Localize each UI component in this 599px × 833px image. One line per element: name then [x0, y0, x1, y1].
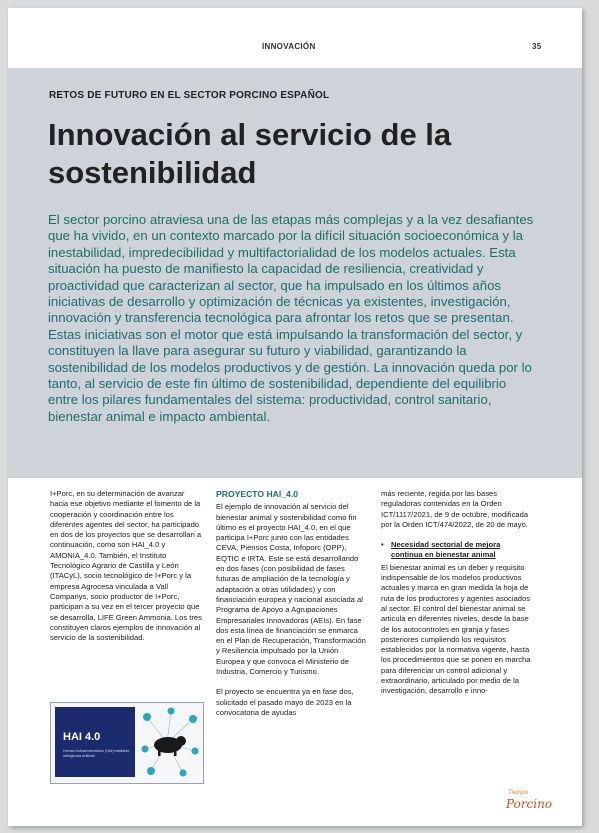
hai-figure-panel: [55, 707, 135, 777]
pig-network-illustration: [137, 705, 201, 779]
tiempo-porcino-logo: [504, 790, 554, 816]
article-title: Innovación al servicio de la sostenibilidad: [48, 117, 452, 190]
column-3: [381, 489, 534, 707]
hai-figure: [50, 702, 204, 784]
hai-figure-title: HAI 4.0: [63, 731, 101, 743]
bullet-subhead: • Necesidad sectorial de mejora continua en bienestar animal: [381, 540, 534, 561]
page-number: 35: [532, 42, 542, 51]
logo-top-text: Tiempo: [508, 790, 528, 796]
column-3-paragraph-2: El bienestar animal es un deber y requisito indispensable de los modelos productivos actuales y marca en gran medida la hoja de ruta de los productores y agentes asociados al sector. El control del bienestar animal se articula en diferentes niveles, desde la base de los autocontroles en granja y fases posteriores cumpliendo los requisitos establecidos por la normativa vigente, hasta los procedimientos que se ponen en marcha para diferenciar un control adicional y extraordinario, articulado por medio de la investigación, desarrollo e inno-: [381, 562, 531, 696]
logo-main-text: Porcino: [506, 797, 553, 811]
section-header: INNOVACIÓN: [262, 42, 316, 51]
column-2-paragraph-1: El ejemplo de innovación al servicio del bienestar animal y sostenibilidad como fin último es el proyecto HAI_4.0, en el que participa I+Porc junto con las entidades CEVA, Piensos Costa, Infoporc (OPP), EQTIC e IRTA. Este se está desarrollando en dos fases (con posibilidad de fases futuras de ampliación de la tecnología y adaptación a otras utilidades) y con financiación europea y nacional asociada al Programa de Apoyo a Agrupaciones Empresariales Innovadoras (AEIs). En fase dos esta línea de financiación se enmarca en el Plan de Recuperación, Transformación y Resiliencia impulsado por la Unión Europea y que convoca el Ministerio de Industria, Comercio y Turismo.: [216, 502, 366, 677]
column-3-paragraph-1: más reciente, regida por las bases reguladoras contenidas en la Orden ICT/1117/2021, de 9 de octubre, modificada por la Orden ICT/474/2022, de 20 de mayo.: [381, 489, 529, 529]
article-kicker: RETOS DE FUTURO EN EL SECTOR PORCINO ESPAÑOL: [49, 90, 330, 101]
article-lead: El sector porcino atraviesa una de las etapas más complejas y a la vez desafiantes que ha vivido, en un contexto marcado por la difícil situación socioeconómica y la inestabilidad, impredecibilidad y multifactorialidad de los modelos actuales. Esta situación ha puesto de manifiesto la capacidad de resiliencia, creatividad y proactividad que caracterizan al sector, que ha impulsado en los últimos años iniciativas de desarrollo y optimización de técnicas ya existentes, investigación, innovación y transferencia tecnológica para afrontar los retos que se presentan. Estas iniciativas son el motor que está impulsando la transformación del sector, y constituyen la llave para asegurar su futuro y viabilidad, garantizando la sostenibilidad de los modelos productivos y de gestión. La innovación queda por lo tanto, al servicio de este fin último de sostenibilidad, dependiente del equilibrio entre los pilares fundamentales del sistema: productividad, control sanitario, bienestar animal e impacto ambiental.: [48, 212, 534, 424]
column-1: [50, 489, 202, 653]
column-2-paragraph-2: El proyecto se encuentra ya en fase dos, solicitado el pasado mayo de 2023 en la convocatoria de ayudas: [216, 687, 354, 717]
column-1-text: I+Porc, en su determinación de avanzar hacia ese objetivo mediante el fomento de la cooperación y coordinación entre los diferentes agentes del sector, ha participado en dos de los proyectos que se desarrollan a continuación, como son HAI_4.0 y AMONIA_4.0. También, el Instituto Tecnológico Agrario de Castilla y León (ITACyL), socio tecnológico de I+Porc y la empresa Agrocesa vinculada a Vall Companys, socio productor de I+Porc, participan a su vez en el tercer proyecto que se desarrolla, LIFE Green Ammonia. Los tres constituyen claros ejemplos de innovación al servicio de la sostenibilidad.: [50, 489, 202, 643]
magazine-page: [8, 8, 582, 826]
hai-figure-subtitle: Human Animal Interaction (HAI) mediante Inteligencia Artificial: [63, 749, 130, 758]
project-subhead: PROYECTO HAI_4.0: [216, 489, 298, 499]
column-2: [216, 489, 368, 728]
